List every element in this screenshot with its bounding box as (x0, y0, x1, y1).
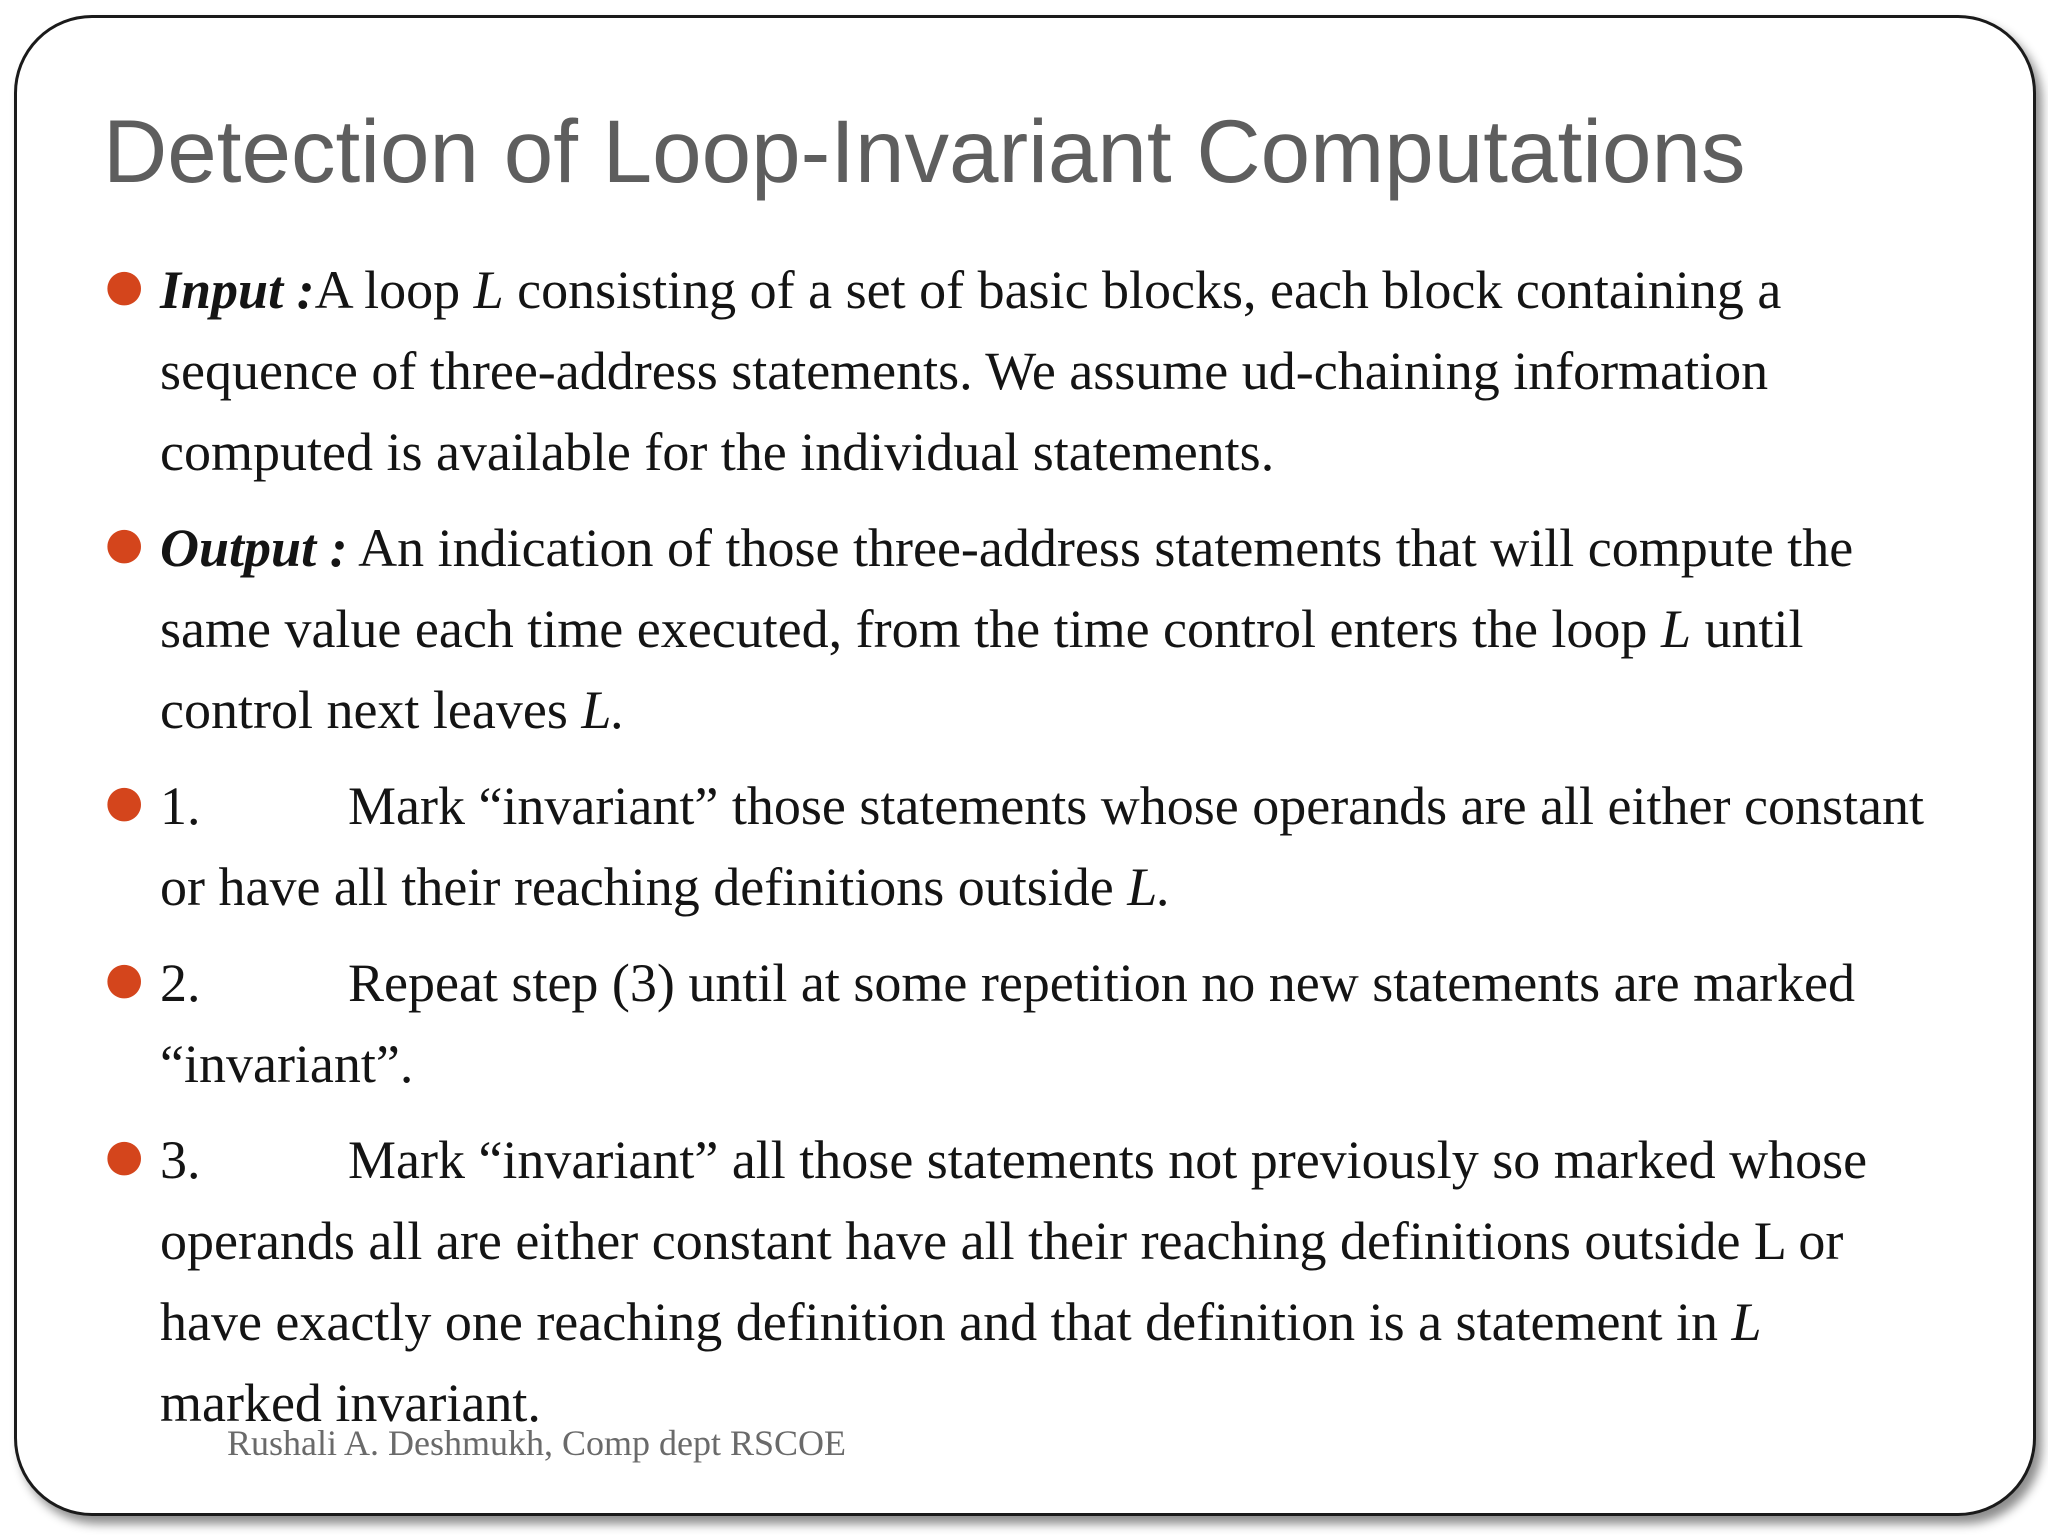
input-loop-symbol: L (473, 260, 504, 320)
bullet-step-3 (105, 1120, 1930, 1444)
output-text-2: until control next leaves (160, 599, 1804, 740)
step-3-text-1: Mark “invariant” all those statements not previously so marked whose operands all are either constant have all their reaching definitions outside L or have exactly one reaching definition and that definition is a statement in (160, 1130, 1868, 1352)
bullet-dot-icon: ● (105, 260, 144, 311)
output-label: Output : (160, 518, 348, 578)
step-1-number: 1. (160, 776, 201, 836)
step-3-loop-symbol: L (1731, 1292, 1762, 1352)
output-text-1: An indication of those three-address statements that will compute the same value each time executed, from the time control enters the loop (160, 518, 1854, 659)
step-2-number: 2. (160, 953, 201, 1013)
bullet-dot-icon: ● (105, 1130, 144, 1181)
step-1-text: Mark “invariant” those statements whose operands are all either constant or have all their reaching definitions outside (160, 776, 1924, 917)
bullet-input (105, 250, 1930, 493)
bullet-dot-icon: ● (105, 953, 144, 1004)
footer-author: Rushali A. Deshmukh, Comp dept RSCOE (227, 1423, 847, 1463)
bullet-list (105, 250, 1930, 1459)
bullet-step-1 (105, 766, 1930, 928)
output-loop-symbol-2: L. (581, 680, 625, 740)
step-1-loop-symbol: L. (1127, 857, 1171, 917)
input-label: Input : (160, 260, 315, 320)
step-2-text: Repeat step (3) until at some repetition no new statements are marked “invariant”. (160, 953, 1856, 1094)
bullet-dot-icon: ● (105, 518, 144, 569)
step-3-number: 3. (160, 1130, 201, 1190)
bullet-output (105, 508, 1930, 751)
input-text-2: consisting of a set of basic blocks, each block containing a sequence of three-address statements. We assume ud-chaining information computed is available for the individual statements. (160, 260, 1782, 482)
step-3-text-2: marked invariant. (160, 1373, 541, 1433)
output-loop-symbol-1: L (1660, 599, 1691, 659)
input-text-1: A loop (314, 260, 474, 320)
bullet-dot-icon: ● (105, 776, 144, 827)
slide-title: Detection of Loop-Invariant Computations (103, 101, 1746, 201)
bullet-step-2 (105, 943, 1930, 1105)
